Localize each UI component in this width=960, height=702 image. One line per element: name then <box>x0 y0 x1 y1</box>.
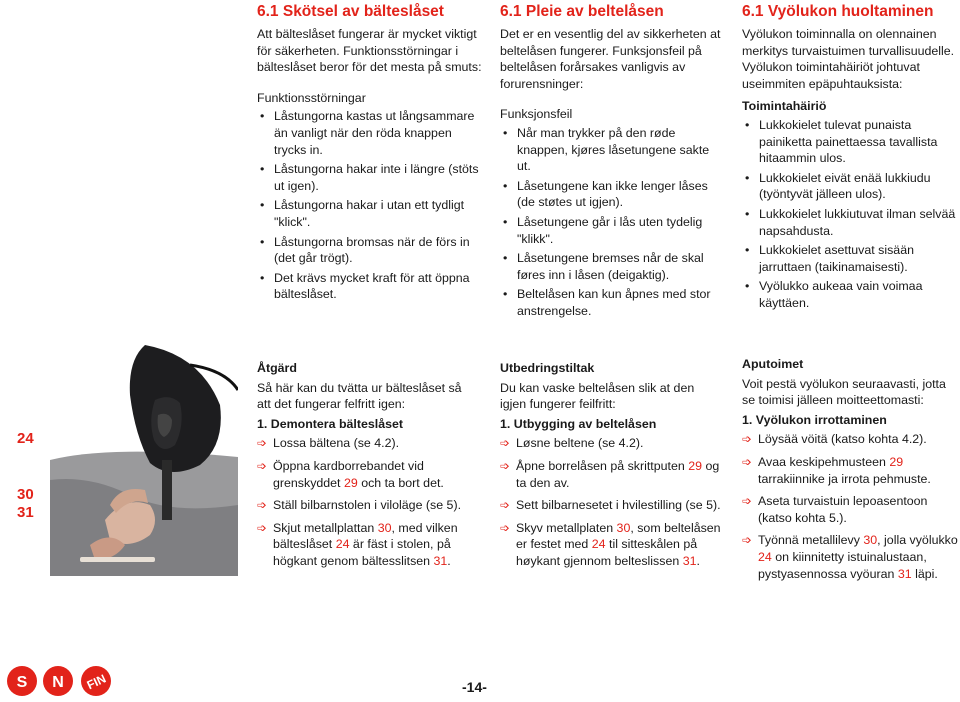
procedure-intro: Så här kan du tvätta ur bälteslåset så att det fungerar felfritt igen: <box>257 380 462 412</box>
list-item: • Lukkokielet tulevat punaista painiketta painettaessa tavallista hitaammin ulos. <box>742 117 958 167</box>
procedure-norwegian <box>500 360 722 576</box>
procedure-step: ➩ Løsne beltene (se 4.2). <box>500 436 644 451</box>
list-item: • Låsetungene bremses når de skal føres inn i låsen (deigaktig). <box>500 250 725 283</box>
procedure-step: ➩ Öppna kardborrebandet vid grenskyddet 29 och ta bort det. <box>257 458 444 490</box>
list-item: • Låstungorna bromsas när de förs in (det går trögt). <box>257 234 482 267</box>
step-heading: 1. Vyölukon irrottaminen <box>742 412 887 427</box>
language-badge-n <box>43 666 73 696</box>
procedure-step: ➩ Lossa bältena (se 4.2). <box>257 436 400 451</box>
svg-text:N: N <box>52 674 64 691</box>
procedure-step: ➩ Löysää vöitä (katso kohta 4.2). <box>742 432 927 447</box>
section-subheading: Funktionsstörningar <box>257 90 366 105</box>
callout-30: 30 <box>17 486 34 503</box>
section-subheading: Funksjonsfeil <box>500 107 573 122</box>
list-item: • Beltelåsen kan kun åpnes med stor anstrengelse. <box>500 286 725 319</box>
procedure-step: ➩ Avaa keskipehmusteen 29 tarrakiinnike ja irrota pehmuste. <box>742 454 931 486</box>
column-finnish <box>742 3 958 315</box>
callout-24: 24 <box>17 430 34 447</box>
section-intro: Det er en vesentlig del av sikkerheten at beltelåsen fungerer. Funksjonsfeil på beltelåsen forårsakes vanligvis av forurensninger: <box>500 27 721 91</box>
page-number: -14- <box>462 679 487 695</box>
procedure-swedish <box>257 360 477 576</box>
list-item: • Lukkokielet asettuvat sisään jarruttaen (taikinamaisesti). <box>742 242 958 275</box>
list-item: • Låsetungene går i lås uten tydelig "klikk". <box>500 214 725 247</box>
procedure-title: Åtgärd <box>257 361 297 375</box>
procedure-step: ➩ Ställ bilbarnstolen i viloläge (se 5). <box>257 498 462 513</box>
procedure-finnish <box>742 356 958 588</box>
fault-list <box>500 125 725 320</box>
section-intro: Att bälteslåset fungerar är mycket viktigt för säkerheten. Funktionsstörningar i bälteslåset beror för det mesta på smuts: <box>257 27 482 75</box>
arrow-icon: ➩ <box>500 498 511 513</box>
svg-text:FIN: FIN <box>84 671 109 693</box>
section-heading: 6.1 Vyölukon huoltaminen <box>742 3 934 20</box>
svg-text:S: S <box>16 674 28 691</box>
arrow-icon: ➩ <box>500 520 511 535</box>
procedure-intro: Du kan vaske beltelåsen slik at den igjen fungerer feilfritt: <box>500 380 695 412</box>
arrow-icon: ➩ <box>500 436 511 451</box>
list-item: • Låstungorna hakar i utan ett tydligt "klick". <box>257 197 482 230</box>
list-item: • Når man trykker på den røde knappen, kjøres låsetungene sakte ut. <box>500 125 725 175</box>
buckle-photo <box>50 345 238 576</box>
procedure-step: ➩ Aseta turvaistuin lepoasentoon (katso kohta 5.). <box>742 494 928 525</box>
arrow-icon: ➩ <box>500 458 511 473</box>
fault-list <box>257 108 482 303</box>
list-item: • Lukkokielet lukkiutuvat ilman selvää napsahdusta. <box>742 206 958 239</box>
list-item: • Låstungorna hakar inte i längre (stöts ut igen). <box>257 161 482 194</box>
procedure-title: Utbedringstiltak <box>500 361 595 375</box>
procedure-title: Aputoimet <box>742 357 804 371</box>
arrow-icon: ➩ <box>257 436 268 451</box>
step-heading: 1. Utbygging av beltelåsen <box>500 416 657 431</box>
section-subheading: Toimintahäiriö <box>742 99 827 114</box>
procedure-step: ➩ Åpne borrelåsen på skrittputen 29 og ta den av. <box>500 458 720 490</box>
language-badges <box>6 664 116 698</box>
procedure-intro: Voit pestä vyölukon seuraavasti, jotta se toimisi jälleen moitteettomasti: <box>742 376 946 408</box>
fault-list <box>742 117 958 312</box>
list-item: • Vyölukko aukeaa vain voimaa käyttäen. <box>742 278 958 311</box>
list-item: • Låstungorna kastas ut långsammare än vanligt när den röda knappen trycks in. <box>257 108 482 158</box>
callout-31: 31 <box>17 504 34 521</box>
section-intro: Vyölukon toiminnalla on olennainen merkitys turvaistuimen turvallisuudelle. Vyölukon toimintahäiriöt johtuvat useimmiten epäpuhtauksista: <box>742 27 955 91</box>
arrow-icon: ➩ <box>257 458 268 473</box>
language-badge-fin <box>81 666 111 696</box>
procedure-step: ➩ Sett bilbarnesetet i hvilestilling (se 5). <box>500 498 721 513</box>
arrow-icon: ➩ <box>742 432 753 447</box>
column-norwegian <box>500 3 725 323</box>
section-heading: 6.1 Skötsel av bälteslåset <box>257 3 444 20</box>
arrow-icon: ➩ <box>742 494 753 509</box>
section-heading: 6.1 Pleie av beltelåsen <box>500 3 664 20</box>
list-item: • Lukkokielet eivät enää lukkiudu (työntyvät jälleen ulos). <box>742 170 958 203</box>
procedure-step: ➩ Työnnä metallilevy 30, jolla vyölukko 24 on kiinnitetty istuinalustaan, pystyasennossa vyöuran 31 läpi. <box>742 533 958 581</box>
procedure-step: ➩ Skjut metallplattan 30, med vilken bälteslåset 24 är fäst i stolen, på högkant genom bältesslitsen 31. <box>257 520 458 568</box>
list-item: • Det krävs mycket kraft för att öppna bälteslåset. <box>257 270 482 303</box>
column-swedish <box>257 3 482 306</box>
arrow-icon: ➩ <box>742 454 753 469</box>
arrow-icon: ➩ <box>257 520 268 535</box>
arrow-icon: ➩ <box>742 533 753 548</box>
arrow-icon: ➩ <box>257 498 268 513</box>
step-heading: 1. Demontera bälteslåset <box>257 416 403 431</box>
procedure-step: ➩ Skyv metallplaten 30, som beltelåsen er festet med 24 til sitteskålen på høykant gjennom belteslissen 31. <box>500 520 721 568</box>
language-badge-s <box>7 666 37 696</box>
list-item: • Låsetungene kan ikke lenger låses (de støtes ut igjen). <box>500 178 725 211</box>
